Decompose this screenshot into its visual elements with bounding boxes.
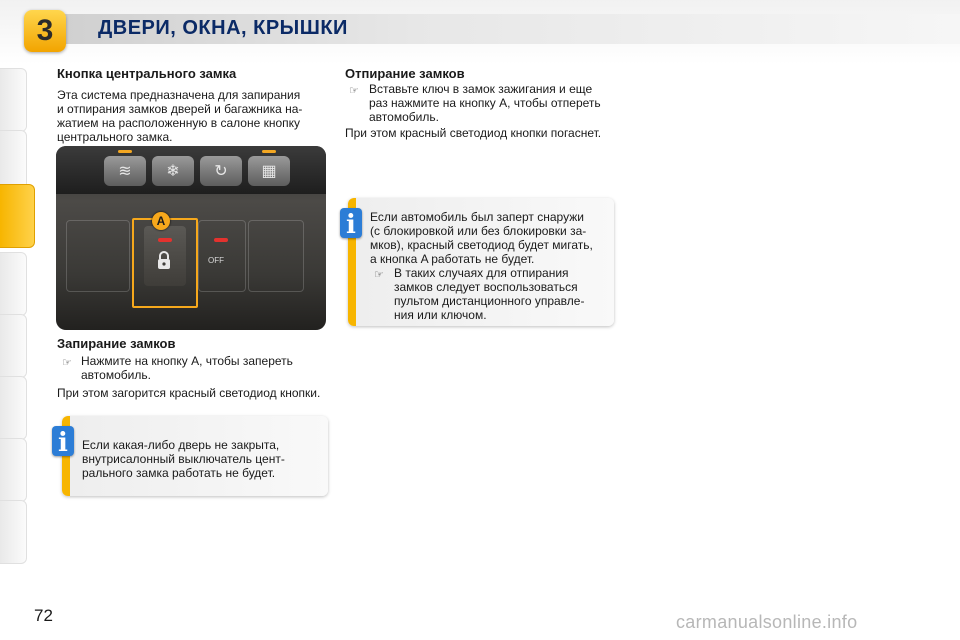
button-a-highlight — [132, 218, 198, 308]
chapter-tab-8[interactable] — [0, 500, 27, 564]
intro-line: жатием на расположенную в салоне кнопку — [57, 116, 301, 130]
bullet-icon: ☞ — [62, 357, 72, 369]
button-a-label: A — [152, 212, 170, 230]
chapter-tab-5[interactable] — [0, 314, 27, 378]
chapter-tab-6[interactable] — [0, 376, 27, 440]
intro-text — [57, 88, 327, 144]
unlocking-line: Вставьте ключ в замок зажигания и еще — [369, 82, 593, 96]
locking-heading: Запирание замков — [57, 336, 176, 351]
chapter-tabs — [0, 68, 30, 578]
rear-defrost-icon: ≋ — [104, 156, 146, 186]
alarm-off-label: OFF — [208, 256, 224, 265]
info-line: рального замка работать не будет. — [82, 466, 276, 480]
chapter-title: ДВЕРИ, ОКНА, КРЫШКИ — [98, 17, 348, 39]
intro-line: и отпирания замков дверей и багажника на- — [57, 102, 303, 116]
info-bullet-line: ния или ключом. — [394, 308, 487, 322]
info-bullet-line: В таких случаях для отпирания — [394, 266, 569, 280]
unlocking-note: При этом красный светодиод кнопки погаснет. — [345, 126, 602, 140]
unlocking-heading: Отпирание замков — [345, 66, 465, 81]
blank-switch — [66, 220, 130, 292]
intro-line: центрального замка. — [57, 130, 173, 144]
locking-line: автомобиль. — [81, 368, 151, 382]
unlocking-bullet — [369, 82, 615, 124]
heated-seat-icon: ▦ — [248, 156, 290, 186]
central-lock-button-photo — [56, 146, 326, 330]
info-icon: i — [340, 208, 362, 238]
info-line: внутрисалонный выключатель цент- — [82, 452, 285, 466]
info-line: а кнопка A работать не будет. — [370, 252, 535, 266]
unlocking-line: раз нажмите на кнопку A, чтобы отпереть — [369, 96, 601, 110]
info-bullet-line: пультом дистанционного управле- — [394, 294, 585, 308]
unlocking-line: автомобиль. — [369, 110, 439, 124]
info-text — [82, 438, 322, 480]
section-heading: Кнопка центрального замка — [57, 66, 237, 81]
chapter-tab-4[interactable] — [0, 252, 27, 316]
info-line: мков), красный светодиод будет мигать, — [370, 238, 593, 252]
intro-line: Эта система предназначена для запирания — [57, 88, 301, 102]
info-bullet — [394, 266, 612, 322]
watermark: carmanualsonline.info — [676, 612, 858, 632]
info-text — [370, 210, 612, 266]
page-number: 72 — [34, 606, 53, 625]
info-bullet-line: замков следует воспользоваться — [394, 280, 578, 294]
alarm-led — [214, 238, 228, 242]
locking-bullet — [81, 354, 327, 382]
chapter-number-badge: 3 — [24, 10, 66, 52]
indicator-led — [262, 150, 276, 153]
chapter-tab-1[interactable] — [0, 68, 27, 132]
locking-line: Нажмите на кнопку A, чтобы запереть — [81, 354, 293, 368]
locking-note: При этом загорится красный светодиод кнопки. — [57, 386, 321, 400]
indicator-led — [118, 150, 132, 153]
info-line: Если какая-либо дверь не закрыта, — [82, 438, 280, 452]
info-icon: i — [52, 426, 74, 456]
bullet-icon: ☞ — [374, 269, 384, 281]
recirculation-icon: ↻ — [200, 156, 242, 186]
chapter-tab-7[interactable] — [0, 438, 27, 502]
bullet-icon: ☞ — [349, 85, 359, 97]
chapter-tab-3-active[interactable] — [0, 184, 35, 248]
info-line: (с блокировкой или без блокировки за- — [370, 224, 587, 238]
info-line: Если автомобиль был заперт снаружи — [370, 210, 584, 224]
blank-switch — [248, 220, 304, 292]
fan-icon: ❄ — [152, 156, 194, 186]
